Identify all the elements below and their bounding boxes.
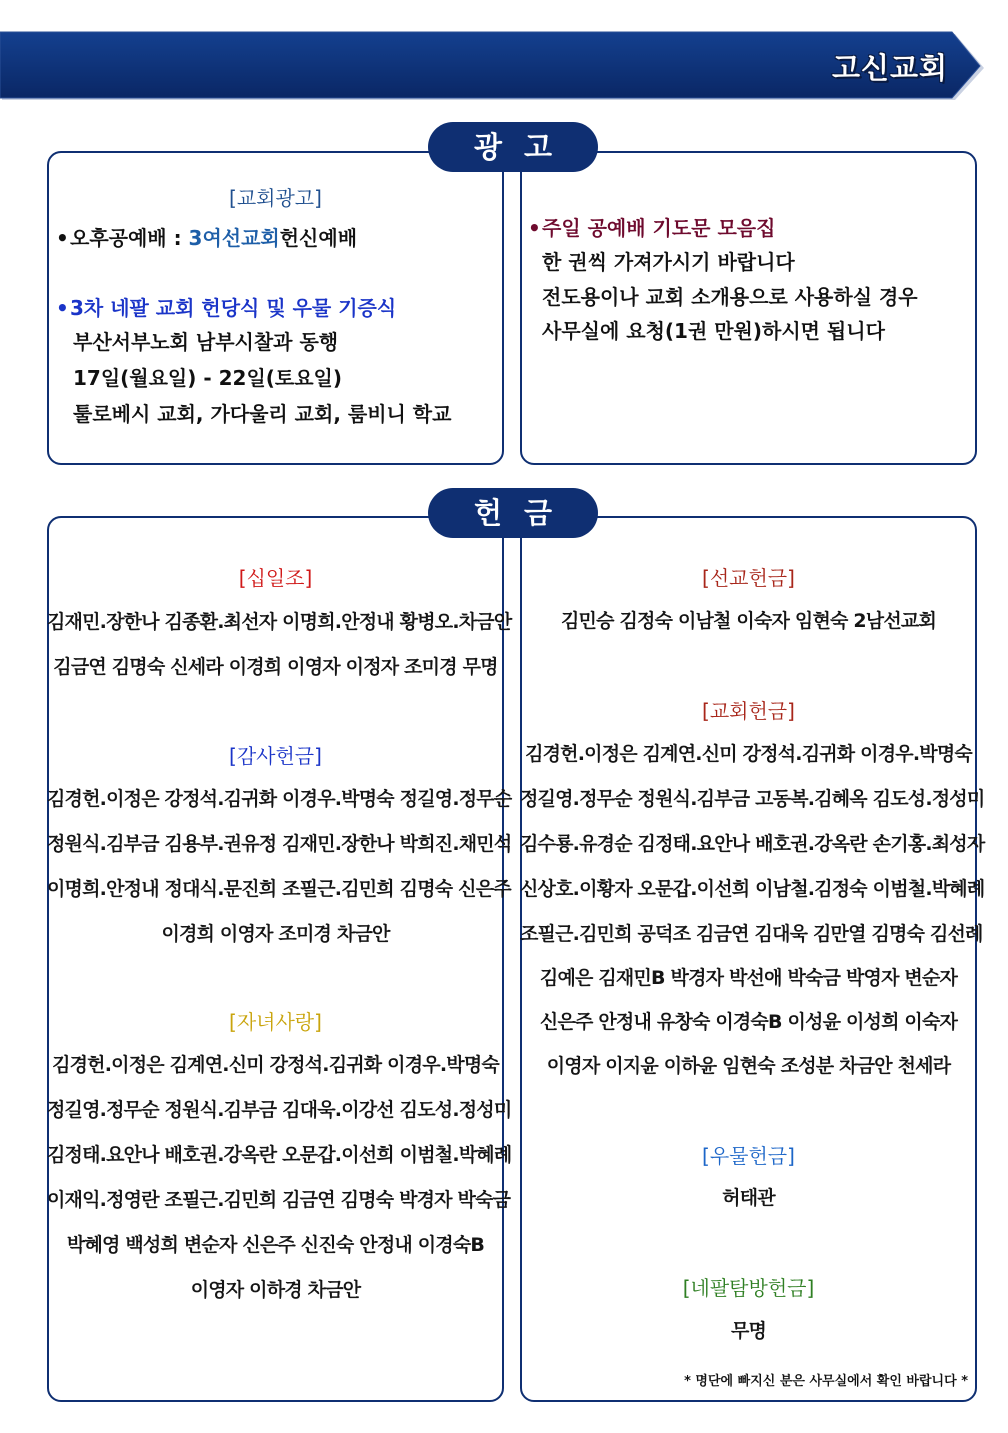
prayer-book-line: 사무실에 요청(1권 만원)하시면 됩니다 bbox=[542, 319, 885, 343]
bullet: • bbox=[528, 216, 541, 240]
header-banner bbox=[0, 28, 1000, 100]
prayer-book-title-text: 주일 공예배 기도문 모음집 bbox=[542, 216, 776, 240]
mission-offering-heading: [선교헌금] bbox=[702, 566, 795, 590]
prayer-book-line: 전도용이나 교회 소개용으로 사용하실 경우 bbox=[542, 285, 918, 309]
ads-section-title: 광고 bbox=[428, 122, 598, 172]
nepal-detail-line: 17일(월요일) - 22일(토요일) bbox=[73, 366, 343, 390]
nepal-church-title-text: 3차 네팔 교회 헌당식 및 우물 기증식 bbox=[70, 296, 397, 320]
womens-group-name: 3여선교회 bbox=[188, 226, 280, 250]
well-offering-names-line: 허태관 bbox=[722, 1187, 775, 1209]
children-names-line: 박혜영 백성희 변순자 신은주 신진숙 안정내 이경숙B bbox=[66, 1234, 485, 1256]
church-ads-heading: [교회광고] bbox=[229, 186, 322, 210]
tithe-names-line: 김재민.장한나 김종환.최선자 이명희.안정내 황병오.차금안 bbox=[47, 611, 512, 633]
church-offering-names-line: 김수룡.유경순 김정태.요안나 배호권.강옥란 손기홍.최성자 bbox=[520, 833, 985, 855]
bullet: • bbox=[56, 226, 69, 250]
tithe-heading: [십일조] bbox=[238, 566, 313, 590]
children-love-heading: [자녀사랑] bbox=[229, 1010, 322, 1034]
children-names-line: 이영자 이하경 차금안 bbox=[190, 1279, 361, 1301]
afternoon-service-item bbox=[56, 222, 357, 251]
thanks-names-line: 이경희 이영자 조미경 차금안 bbox=[161, 923, 390, 945]
dedication-service-label: 헌신예배 bbox=[279, 226, 358, 250]
omission-note: * 명단에 빠지신 분은 사무실에서 확인 바랍니다 * bbox=[684, 1374, 968, 1389]
church-offering-names-line: 신은주 안정내 유창숙 이경숙B 이성윤 이성희 이숙자 bbox=[539, 1011, 958, 1033]
church-offering-names-line: 김예은 김재민B 박경자 박선애 박숙금 박영자 변순자 bbox=[539, 967, 958, 989]
children-names-line: 김경헌.이정은 김계연.신미 강정석.김귀화 이경우.박명숙 bbox=[52, 1054, 499, 1076]
nepal-trip-offering-heading: [네팔탐방헌금] bbox=[682, 1276, 815, 1300]
thanks-names-line: 정원식.김부금 김용부.권유정 김재민.장한나 박희진.채민석 bbox=[47, 833, 512, 855]
thanks-names-line: 이명희.안정내 정대식.문진희 조필근.김민희 김명숙 신은주 bbox=[47, 878, 511, 900]
prayer-book-line: 한 권씩 가져가시기 바랍니다 bbox=[542, 250, 795, 274]
church-offering-heading: [교회헌금] bbox=[702, 699, 795, 723]
offerings-left-box bbox=[47, 516, 512, 1402]
thanks-offering-heading: [감사헌금] bbox=[229, 744, 322, 768]
tithe-names-line: 김금연 김명숙 신세라 이경희 이영자 이정자 조미경 무명 bbox=[53, 656, 498, 678]
well-offering-heading: [우물헌금] bbox=[702, 1144, 795, 1168]
children-names-line: 정길영.정무순 정원식.김부금 김대욱.이강선 김도성.정성미 bbox=[47, 1099, 512, 1121]
thanks-names-line: 김경헌.이정은 강정석.김귀화 이경우.박명숙 정길영.정무순 bbox=[47, 788, 512, 810]
nepal-trip-names-line: 무명 bbox=[730, 1320, 767, 1342]
nepal-detail-line: 툴로베시 교회, 가다울리 교회, 룸비니 학교 bbox=[73, 402, 452, 426]
church-title: 고신교회 bbox=[831, 51, 948, 85]
nepal-detail-line: 부산서부노회 남부시찰과 동행 bbox=[73, 330, 339, 354]
children-names-line: 김정태.요안나 배호권.강옥란 오문갑.이선희 이범철.박혜례 bbox=[47, 1144, 512, 1166]
offerings-right-box bbox=[520, 516, 985, 1402]
prayer-book-item-title bbox=[528, 212, 775, 241]
church-offering-names-line: 김경헌.이정은 김계연.신미 강정석.김귀화 이경우.박명숙 bbox=[525, 743, 972, 765]
offerings-section-title: 헌금 bbox=[428, 488, 598, 538]
afternoon-service-label: 오후공예배 : bbox=[70, 226, 189, 250]
bullet: • bbox=[56, 296, 69, 320]
church-offering-names-line: 정길영.정무순 정원식.김부금 고동복.김혜옥 김도성.정성미 bbox=[520, 788, 985, 810]
church-offering-names-line: 조필근.김민희 공덕조 김금연 김대욱 김만열 김명숙 김선례 bbox=[520, 923, 983, 945]
church-offering-names-line: 신상호.이황자 오문갑.이선희 이남철.김정숙 이범철.박혜례 bbox=[520, 878, 985, 900]
nepal-church-item-title bbox=[56, 292, 396, 321]
children-names-line: 이재익.정영란 조필근.김민희 김금연 김명숙 박경자 박숙금 bbox=[47, 1189, 511, 1211]
mission-names-line: 김민승 김정숙 이남철 이숙자 임현숙 2남선교회 bbox=[560, 610, 937, 632]
church-offering-names-line: 이영자 이지윤 이하윤 임현숙 조성분 차금안 천세라 bbox=[546, 1055, 951, 1077]
